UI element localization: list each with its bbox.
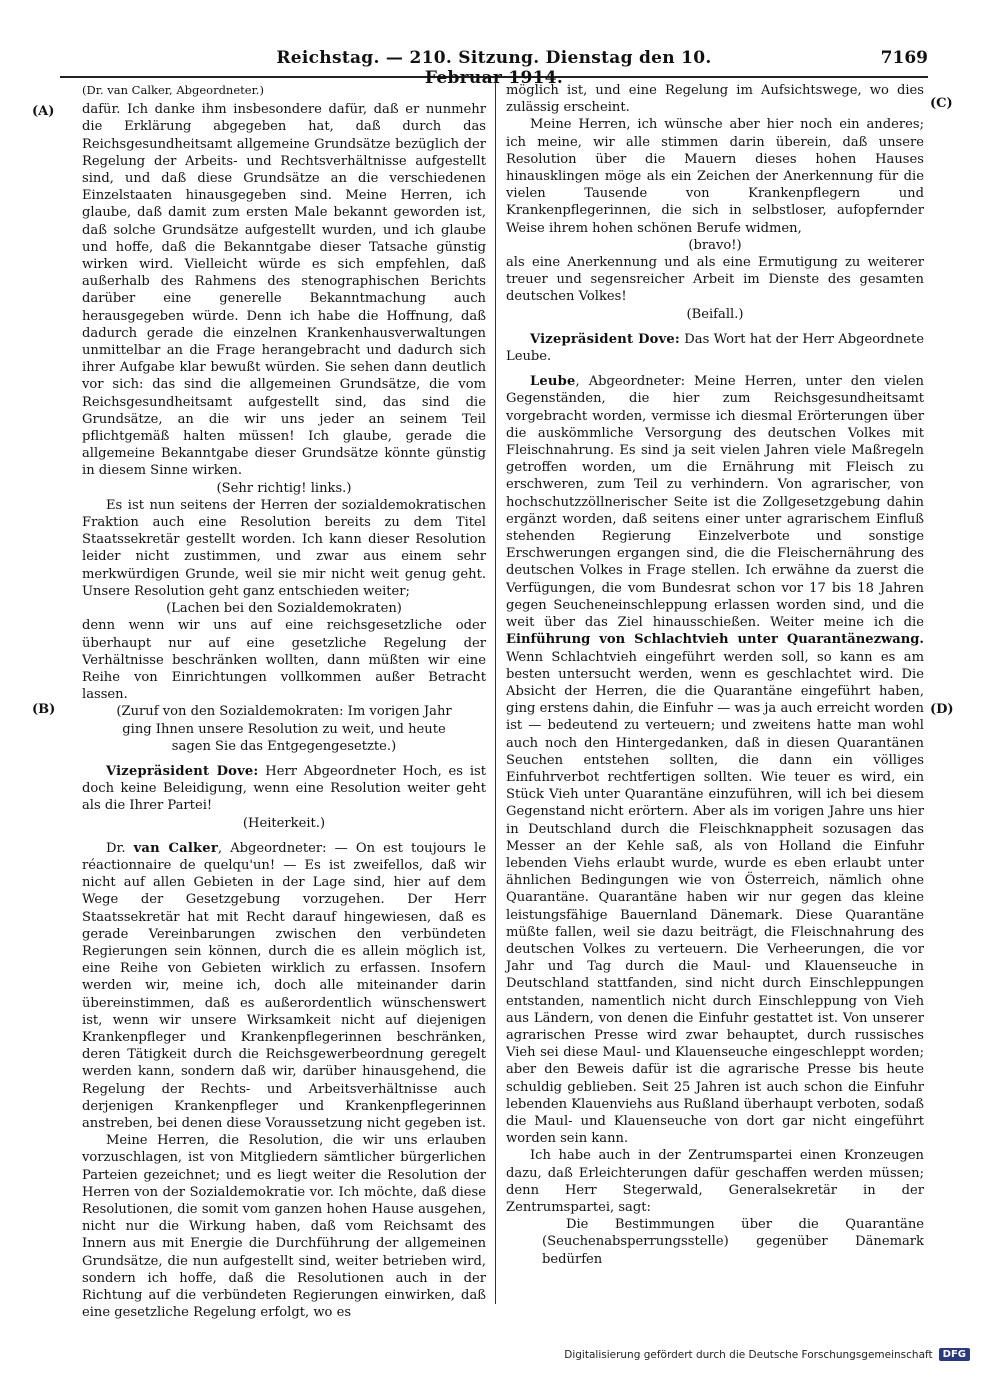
speech-text: , Abgeordneter: — On est toujours le réactionnaire de quelqu'un! — Es ist zweifellos, daß wir nicht auf allen Gebieten in der Lage sind, hier auf dem Wege der Gesetzgebung vorzugehen. Der Herr Staatssekretär hat mit Recht darauf hingewiesen, daß es gerade Vereinbarungen zwischen den verbündeten Regierungen sein können, durch die es allein möglich ist, eine Reihe von Gebieten wirklich zu erfassen. Insofern werden wir, meine ich, doch alle miteinander darin übereinstimmen, daß es außerordentlich wünschenswert ist, wenn wir unsere Wirksamkeit nicht auf diejenigen Krankenpfleger und Krankenpflegerinnen beschränken, deren Tätigkeit durch die Reichsgewerbeordnung geregelt werden kann, sondern daß wir, darüber hinausgehend, die Regelung der Rechts- und Arbeitsverhältnisse auch derjenigen Krankenpfleger und Krankenpflegerinnen anstreben, bei denen diese Voraussetzung nicht gegeben ist. — [82, 840, 486, 1131]
paragraph — [506, 373, 924, 1147]
left-column — [82, 82, 486, 1321]
interjection: (Lachen bei den Sozialdemokraten) — [166, 601, 402, 617]
quotation: Die Bestimmungen über die Quarantäne (Seuchenabsperrungsstelle) gegenüber Dänemark bedürfen — [542, 1217, 924, 1267]
speaker-title: Dr. — [106, 840, 126, 856]
paragraph: dafür. Ich danke ihm insbesondere dafür, daß er nunmehr die Erklärung abgegeben hat, daß durch das Reichsgesundheitsamt allgemeine Grundsätze bezüglich der Regelung der Arbeits- und Rechtsverhältnisse aufgestellt sind, und daß diese Grundsätze an die verschiedenen Einzelstaaten hinausgegeben sind. Meine Herren, ich glaube, daß damit zum ersten Male bekannt geworden ist, daß solche Grundsätze aufgestellt wurden, und ich glaube und hoffe, daß die Bekanntgabe dieser Tatsache günstig wirken wird. Vielleicht würde es sich empfehlen, daß außerhalb des Rahmens des stenographischen Berichts darüber eine generelle Bekanntmachung auch herausgegeben würde. Denn ich habe die Hoffnung, daß dadurch gerade die einzelnen Krankenhausverwaltungen unmittelbar an die Frage herangebracht und dadurch sich ihrer Aufgabe klar bewußt würden. Sie sehen dann deutlich vor sich: das sind die allgemeinen Grundsätze, die vom Reichsgesundheitsamt aufgestellt sind, das sind die Grundsätze, an die wir uns jeder an seinem Teil pflichtgemäß halten müssen! Ich glaube, gerade die allgemeine Bekanntgabe dieser Grundsätze könnte günstig in diesem Sinne wirken. — [82, 102, 486, 479]
paragraph — [82, 840, 486, 1132]
speaker-name: Vizepräsident Dove: — [530, 331, 680, 347]
emphasis-text: Einführung von Schlachtvieh unter Quarantänezwang. — [506, 632, 924, 648]
paragraph: möglich ist, und eine Regelung im Aufsichtswege, wo dies zulässig erscheint. — [506, 83, 924, 116]
speech-text: Das Wort hat der Herr Abgeordnete Leube. — [506, 331, 924, 365]
speaker-name: Vizepräsident Dove: — [106, 763, 259, 779]
paragraph: Es ist nun seitens der Herren der sozialdemokratischen Fraktion auch eine Resolution bereits zu dem Titel Staatssekretär gestellt worden. Ich kann dieser Resolution leider nicht zustimmen, und zwar aus einem sehr merkwürdigen Grunde, weil sie mir nicht weit genug geht. Unsere Resolution geht ganz entschieden weiter; — [82, 497, 486, 599]
speaker-name: van Calker — [133, 840, 218, 856]
margin-marker-c: (C) — [930, 96, 953, 111]
interjection: (bravo!) — [688, 237, 742, 253]
page-header — [60, 46, 928, 88]
paragraph — [506, 331, 924, 365]
interjection: (Heiterkeit.) — [242, 815, 326, 831]
footer-credit — [564, 1348, 970, 1361]
speech-text: , Abgeordneter: Meine Herren, unter den vielen Gegenständen, die hier zum Reichsgesundheitsamt vorgebracht worden, vermisse ich diesmal Erörterungen über die auskömmliche Versorgung des deutschen Volkes mit Fleischnahrung. Es sind ja seit vielen Jahren viele Maßregeln getroffen worden, um die Ernährung mit Fleisch zu erschweren, zum Teil zu verhindern. Von agrarischer, von hochschutzzöllnerischer Seite ist die Zollgesetzgebung dahin ergänzt worden, daß seitens einer unter agrarischem Einfluß stehenden Regierung Einzelverbote und sonstige Erschwerungen ergangen sind, die die Fleischernährung des deutschen Volkes in Frage stellen. Ich erwähne da zuerst die Verfügungen, die vom Bundesrat schon vor 17 bis 18 Jahren gegen Seucheneinschleppung erlassen worden sind, und die weit über das Ziel hinausschießen. Weiter meine ich die — [506, 374, 924, 631]
speaker-name: Leube — [530, 374, 576, 390]
margin-marker-d: (D) — [930, 702, 954, 717]
dfg-logo: DFG — [939, 1348, 970, 1361]
margin-marker-a: (A) — [32, 104, 55, 119]
paragraph: Meine Herren, ich wünsche aber hier noch ein anderes; ich meine, wir alle stimmen darin überein, daß unsere Resolution über die Mauern dieses hohen Hauses hinausklingen möge als ein Zeichen der Anerkennung für die vielen Tausende von Krankenpflegern und Krankenpflegerinnen, die sich in selbstloser, aufopfernder Weise ihrem hohen schönen Berufe widmen, — [506, 117, 924, 236]
margin-marker-b: (B) — [32, 702, 56, 717]
running-head: (Dr. van Calker, Abgeordneter.) — [82, 83, 264, 97]
paragraph — [82, 763, 486, 815]
page-number: 7169 — [880, 48, 928, 68]
paragraph: Meine Herren, die Resolution, die wir uns erlauben vorzuschlagen, ist von Mitgliedern sämtlicher bürgerlichen Parteien gezeichnet; und es liegt weiter die Resolution der Herren von der Sozialdemokratie vor. Ich möchte, daß diese Resolutionen, die somit vom ganzen hohen Hause ausgehen, nicht nur die Wirkung haben, daß vom Reichsamt des Innern aus mit Energie die Durchführung der allgemeinen Grundsätze, die nun aufgestellt sind, weiter betrieben wird, sondern ich hoffe, daß die Resolutionen auch in der Richtung auf die verbündeten Regierungen einwirken, daß eine gesetzliche Regelung erfolgt, wo es — [82, 1133, 486, 1321]
speech-text: Wenn Schlachtvieh eingeführt werden soll, so kann es am besten untersucht werden, wenn es geschlachtet wird. Die Absicht der Herren, die die Quarantäne eingeführt haben, ging erstens dahin, die Einfuhr — was ja auch erreicht worden ist — bedeutend zu verteuern; und zweitens hatte man wohl auch noch den Hintergedanken, daß in diesen Quarantänen Seuchen entstehen sollten, die dann ein völliges Einfuhrverbot rechtfertigen sollten. Wie teuer es wird, ein Stück Vieh unter Quarantäne einzuführen, will ich bei diesem Gegenstand nicht erörtern. Aber als im vorigen Jahre uns hier in Deutschland durch die Fleischknappheit sozusagen das Messer an der Kehle saß, als von Holland die Einfuhr lebenden Viehs erlaubt wurde, wurde es eben erlaubt unter ähnlichen Bedingungen wie von Österreich, nämlich ohne Quarantäne. Quarantäne haben wir nur gegen das kleine leistungsfähige Bauernland Dänemark. Diese Quarantäne müßte fallen, weil sie dazu beiträgt, die Fleischnahrung des deutschen Volkes zu verteuern. Die Verheerungen, die vor Jahr und Tag durch die Maul- und Klauenseuche in Deutschland stattfanden, sind nicht durch Einschleppungen entstanden, namentlich nicht durch Einschleppung von Vieh aus Ländern, von denen die Einfuhr gestattet ist. Von unserer agrarischen Presse wird zwar behauptet, durch russisches Vieh sei diese Maul- und Klauenseuche eingeschleppt worden; aber den Beweis dafür ist die agrarische Presse bis heute schuldig geblieben. Seit 25 Jahren ist auch schon die Einfuhr lebenden Klauenviehs aus Rußland überhaupt verboten, sodaß die Maul- und Klauenseuche von dort gar nicht eingeführt worden sein kann. — [506, 649, 924, 1147]
funding-credit: Digitalisierung gefördert durch die Deutsche Forschungsgemeinschaft — [564, 1348, 933, 1361]
right-column — [506, 82, 924, 1268]
paragraph: als eine Anerkennung und als eine Ermutigung zu weiterer treuer und segensreicher Arbeit im Dienste des gesamten deutschen Volkes! — [506, 255, 924, 305]
interjection: (Sehr richtig! links.) — [216, 480, 352, 496]
paragraph: denn wenn wir uns auf eine reichsgesetzliche oder überhaupt nur auf eine gesetzliche Regelung der Verhältnisse beschränken wollten, dann müßten wir eine Reihe von Einrichtungen vollkommen außer Betracht lassen. — [82, 618, 486, 703]
interjection: (Beifall.) — [686, 306, 744, 322]
paragraph: Ich habe auch in der Zentrumspartei einen Kronzeugen dazu, daß Erleichterungen dafür geschaffen werden müssen; denn Herr Stegerwald, Generalsekretär in der Zentrumspartei, sagt: — [506, 1148, 924, 1215]
interjection: (Zuruf von den Sozialdemokraten: Im vorigen Jahr ging Ihnen unsere Resolution zu weit, und heute sagen Sie das Entgegengesetzte.) — [116, 704, 452, 754]
column-divider — [495, 82, 496, 1304]
speech-text: Herr Abgeordneter Hoch, es ist doch keine Beleidigung, wenn eine Resolution weiter geht als die Ihrer Partei! — [82, 763, 486, 814]
page-title: Reichstag. — 210. Sitzung. Dienstag den 10. Februar 1914. — [276, 48, 712, 88]
